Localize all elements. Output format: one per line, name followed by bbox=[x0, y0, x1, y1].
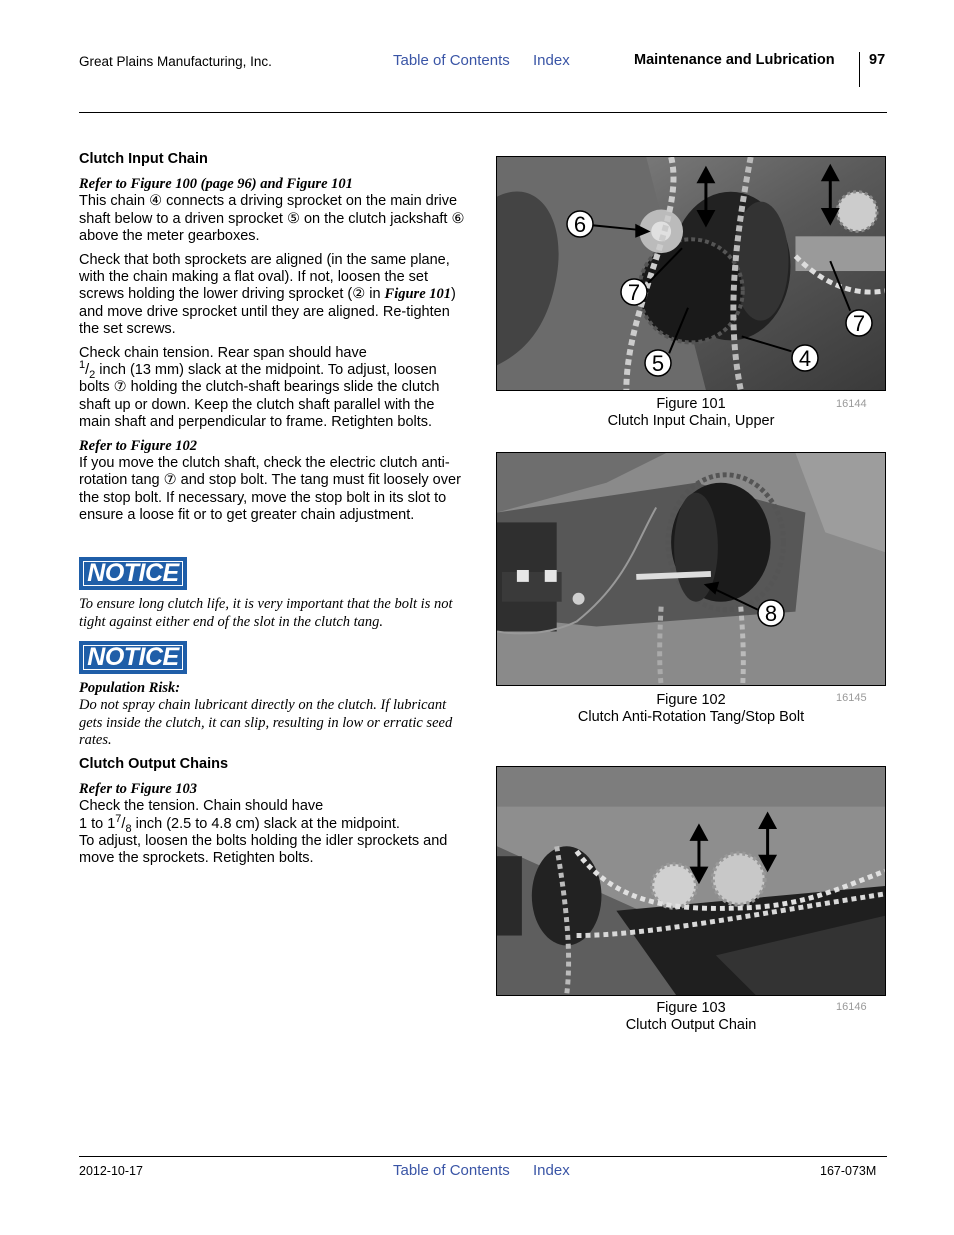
clutch-output-section bbox=[79, 756, 469, 867]
figure-101-title: Clutch Input Chain, Upper bbox=[607, 413, 775, 429]
notice-2-text: Do not spray chain lubricant directly on the clutch. If lubricant gets inside the clutch, it can slip, resulting in low or erratic seed rates. bbox=[79, 697, 453, 749]
clutch-input-section bbox=[79, 151, 469, 524]
clutch-output-line-1: Check the tension. Chain should have bbox=[79, 798, 324, 815]
figure-101-number: Figure 101 bbox=[656, 396, 726, 412]
footer-index-link[interactable]: Index bbox=[533, 1162, 570, 1179]
page-number: 97 bbox=[869, 52, 886, 68]
figure-102-number: Figure 102 bbox=[656, 692, 726, 708]
header-section-title: Maintenance and Lubrication bbox=[634, 52, 835, 68]
figure-103-image-id: 16146 bbox=[836, 1001, 867, 1013]
footer-rule bbox=[79, 1156, 887, 1157]
footer-date: 2012-10-17 bbox=[79, 1164, 143, 1178]
refer-figure-103: Refer to Figure 103 bbox=[79, 781, 198, 798]
figure-101-callout-3: 7 bbox=[852, 311, 866, 336]
figure-101-ref[interactable]: Figure 101 bbox=[384, 286, 452, 303]
figure-102-title: Clutch Anti-Rotation Tang/Stop Bolt bbox=[577, 709, 805, 725]
notice-2-title: Population Risk: bbox=[79, 680, 181, 696]
notice-1-text: To ensure long clutch life, it is very important that the bolt is not tight against either end of the slot in the clutch tang. bbox=[79, 596, 453, 630]
figure-102-callouts bbox=[496, 452, 886, 686]
refer-figure-100-101: Refer to Figure 100 (page 96) and Figure 101 bbox=[79, 176, 353, 193]
notice-2-block bbox=[79, 680, 469, 750]
figure-103-photo bbox=[496, 766, 886, 996]
refer-figure-102: Refer to Figure 102 bbox=[79, 438, 198, 455]
figure-103-title: Clutch Output Chain bbox=[625, 1017, 757, 1033]
header-index-link[interactable]: Index bbox=[533, 52, 570, 69]
header-rule bbox=[79, 112, 887, 113]
header-divider bbox=[859, 52, 860, 87]
figure-103-caption bbox=[496, 1000, 886, 1034]
clutch-input-heading: Clutch Input Chain bbox=[79, 151, 208, 167]
header-toc-link[interactable]: Table of Contents bbox=[393, 52, 510, 69]
clutch-output-line-2: 1 to $1^7/_8$ inch (2.5 to 4.8 cm) slack at the midpoint. bbox=[79, 812, 400, 835]
footer-doc-number: 167-073M bbox=[820, 1164, 877, 1178]
clutch-input-para-3: Check chain tension. Rear span should have $^1/_2$ inch (13 mm) slack at the midpoint. To adjust, loosen bolts ⑦ holding the clutch-shaft bearings slide the clutch shaft up or down. Keep the clutch shaft parallel with the main shaft and perpendicular to frame. Retighten bolts. bbox=[79, 345, 440, 430]
figure-102-caption bbox=[496, 692, 886, 726]
figure-101-callout-4: 5 bbox=[651, 351, 665, 376]
figure-101-caption bbox=[496, 396, 886, 430]
figure-103-number: Figure 103 bbox=[656, 1000, 726, 1016]
figure-101-callouts bbox=[496, 156, 886, 391]
clutch-output-line-3: To adjust, loosen the bolts holding the idler sprockets and move the sprockets. Retighten bolts. bbox=[79, 832, 448, 867]
notice-badge-1: NOTICE bbox=[79, 557, 187, 590]
clutch-input-para-2: Check that both sprockets are aligned (in the same plane, with the chain making a flat oval). If not, loosen the set screws holding the lower driving sprocket (② in Figure 101) and move drive sprocket until they are aligned. Re-tighten the set screws. bbox=[79, 252, 456, 337]
figure-102-image-id: 16145 bbox=[836, 692, 867, 704]
figure-101-callout-1: 6 bbox=[573, 212, 587, 237]
clutch-input-para-1: This chain ④ connects a driving sprocket on the main drive shaft below to a driven sprocket ⑤ on the clutch jackshaft ⑥ above the meter gearboxes. bbox=[79, 193, 465, 244]
clutch-input-para-4: If you move the clutch shaft, check the electric clutch anti-rotation tang ⑦ and stop bolt. The tang must fit loosely over the stop bolt. If necessary, move the stop bolt in its slot to ensure a loose fit or to get greater chain adjustment. bbox=[79, 455, 461, 523]
figure-102-callout-1: 8 bbox=[764, 601, 778, 626]
figure-101-callout-2: 7 bbox=[627, 280, 641, 305]
figure-101-callout-5: 4 bbox=[798, 346, 812, 371]
header-company: Great Plains Manufacturing, Inc. bbox=[79, 54, 272, 69]
footer-toc-link[interactable]: Table of Contents bbox=[393, 1162, 510, 1179]
clutch-output-heading: Clutch Output Chains bbox=[79, 756, 229, 772]
figure-101-image-id: 16144 bbox=[836, 398, 867, 410]
notice-badge-2: NOTICE bbox=[79, 641, 187, 674]
